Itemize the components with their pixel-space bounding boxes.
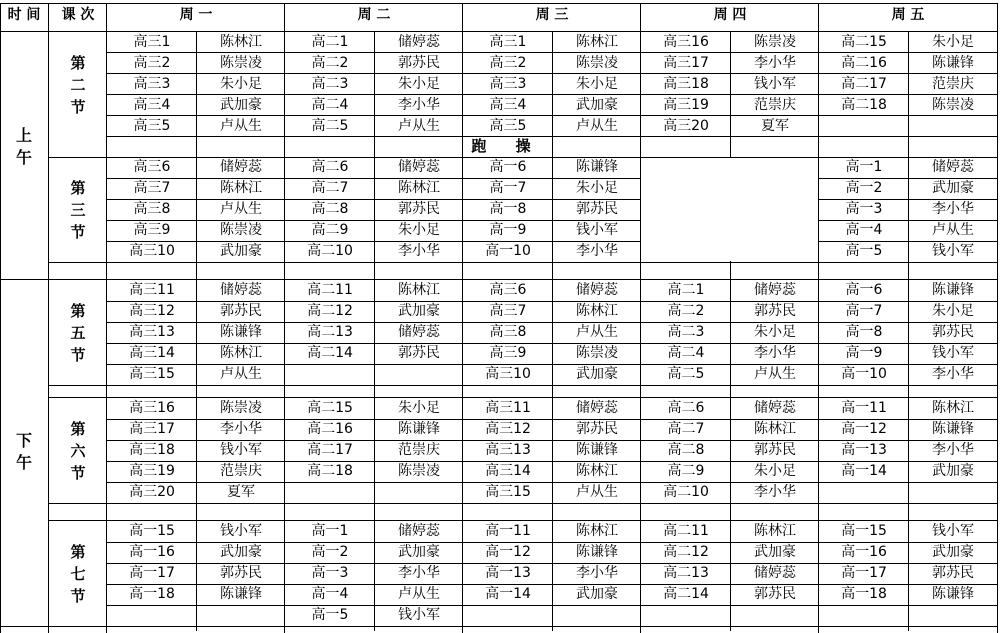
class-cell: 高一7 [489,180,527,196]
class-cell: 高二2 [311,55,349,71]
grid-line-horizontal [106,440,998,441]
class-cell: 高一3 [845,201,883,217]
teacher-cell: 郭苏民 [754,303,796,319]
teacher-cell: 储婷蕊 [754,565,796,581]
teacher-cell: 夏军 [227,484,255,500]
teacher-cell: 卢从生 [220,118,262,134]
teacher-cell: 储婷蕊 [576,400,618,416]
class-cell: 高三19 [129,463,175,479]
teacher-cell: 李小华 [932,366,974,382]
teacher-cell: 武加豪 [398,544,440,560]
teacher-cell: 陈林江 [576,523,618,539]
class-cell: 高三11 [129,282,175,298]
exercise-label: 跑 操 [471,137,543,155]
teacher-cell: 朱小足 [932,34,974,50]
header-day-thu: 周 四 [713,7,747,23]
teacher-cell: 卢从生 [220,366,262,382]
grid-line-horizontal [0,31,998,32]
class-cell: 高三18 [663,76,709,92]
class-cell: 高三11 [485,400,531,416]
grid-line-horizontal [106,178,998,179]
class-cell: 高二3 [311,76,349,92]
class-cell: 高二3 [667,324,705,340]
teacher-cell: 陈谦锋 [576,442,618,458]
teacher-cell: 李小华 [398,97,440,113]
class-cell: 高二12 [663,544,709,560]
teacher-cell: 陈崇凌 [576,345,618,361]
grid-line-horizontal [106,301,998,302]
header-day-mon: 周 一 [179,7,213,23]
class-cell: 高三7 [133,180,171,196]
grid-line-horizontal [106,605,998,606]
teacher-cell: 陈林江 [754,421,796,437]
teacher-cell: 武加豪 [220,544,262,560]
class-cell: 高三1 [133,34,171,50]
class-cell: 高二1 [311,34,349,50]
teacher-cell: 陈谦锋 [932,55,974,71]
teacher-cell: 郭苏民 [754,586,796,602]
teacher-cell: 钱小军 [932,243,974,259]
class-cell: 高二1 [667,282,705,298]
teacher-cell: 郭苏民 [220,565,262,581]
class-cell: 高三2 [489,55,527,71]
teacher-cell: 卢从生 [754,366,796,382]
empty-block [641,158,818,261]
class-cell: 高一11 [841,400,887,416]
class-cell: 高三5 [489,118,527,134]
class-cell: 高二15 [841,34,887,50]
grid-line-horizontal [106,94,998,95]
class-cell: 高二5 [667,366,705,382]
teacher-cell: 钱小军 [754,76,796,92]
teacher-cell: 范崇庆 [220,463,262,479]
class-cell: 高一13 [841,442,887,458]
grid-line-horizontal [48,385,998,386]
period-morning: 上午 [15,126,32,167]
teacher-cell: 武加豪 [220,97,262,113]
class-cell: 高一16 [129,544,175,560]
class-cell: 高一14 [841,463,887,479]
teacher-cell: 陈谦锋 [398,421,440,437]
class-cell: 高一9 [489,222,527,238]
lesson-label: 第 六 节 [70,420,86,482]
class-cell: 高二15 [307,400,353,416]
grid-line-vertical [908,31,909,631]
grid-line-horizontal [106,136,998,137]
class-cell: 高三12 [485,421,531,437]
teacher-cell: 李小华 [932,442,974,458]
teacher-cell: 郭苏民 [220,303,262,319]
class-cell: 高一13 [485,565,531,581]
grid-line-vertical [284,3,285,633]
class-cell: 高一1 [311,523,349,539]
teacher-cell: 范崇庆 [932,76,974,92]
class-cell: 高一14 [485,586,531,602]
teacher-cell: 武加豪 [576,97,618,113]
teacher-cell: 陈崇凌 [220,400,262,416]
teacher-cell: 钱小军 [220,523,262,539]
teacher-cell: 李小华 [398,565,440,581]
teacher-cell: 范崇庆 [754,97,796,113]
teacher-cell: 郭苏民 [754,442,796,458]
teacher-cell: 陈林江 [932,400,974,416]
class-cell: 高二4 [667,345,705,361]
grid-line-horizontal [106,220,998,221]
class-cell: 高一6 [489,159,527,175]
class-cell: 高三4 [133,97,171,113]
grid-line-horizontal [106,115,998,116]
teacher-cell: 郭苏民 [576,201,618,217]
class-cell: 高二12 [307,303,353,319]
teacher-cell: 郭苏民 [932,565,974,581]
class-cell: 高三16 [129,400,175,416]
class-cell: 高一5 [311,607,349,623]
teacher-cell: 武加豪 [576,586,618,602]
class-cell: 高三16 [663,34,709,50]
class-cell: 高三18 [129,442,175,458]
class-cell: 高二10 [663,484,709,500]
grid-line-vertical [997,3,998,633]
teacher-cell: 武加豪 [576,366,618,382]
teacher-cell: 卢从生 [576,324,618,340]
grid-line-vertical [640,3,641,633]
class-cell: 高二5 [311,118,349,134]
class-cell: 高三6 [489,282,527,298]
class-cell: 高二17 [841,76,887,92]
class-cell: 高一7 [845,303,883,319]
class-cell: 高三4 [489,97,527,113]
teacher-cell: 夏军 [761,118,789,134]
teacher-cell: 卢从生 [220,201,262,217]
class-cell: 高一17 [129,565,175,581]
class-cell: 高三19 [663,97,709,113]
teacher-cell: 卢从生 [398,118,440,134]
grid-line-horizontal [0,279,998,280]
class-cell: 高三14 [485,463,531,479]
teacher-cell: 陈谦锋 [220,586,262,602]
teacher-cell: 武加豪 [220,243,262,259]
teacher-cell: 储婷蕊 [220,159,262,175]
class-cell: 高三10 [485,366,531,382]
class-cell: 高二13 [663,565,709,581]
class-cell: 高三9 [489,345,527,361]
teacher-cell: 储婷蕊 [932,159,974,175]
class-cell: 高三17 [663,55,709,71]
teacher-cell: 钱小军 [932,523,974,539]
class-cell: 高三9 [133,222,171,238]
grid-line-horizontal [106,482,998,483]
teacher-cell: 朱小足 [576,180,618,196]
class-cell: 高二11 [663,523,709,539]
teacher-cell: 朱小足 [398,222,440,238]
grid-line-vertical [196,31,197,631]
teacher-cell: 陈谦锋 [576,159,618,175]
class-cell: 高一6 [845,282,883,298]
grid-line-horizontal [106,343,998,344]
teacher-cell: 朱小足 [576,76,618,92]
class-cell: 高三10 [129,243,175,259]
teacher-cell: 陈林江 [398,180,440,196]
grid-line-vertical [106,3,107,633]
class-cell: 高一9 [845,345,883,361]
teacher-cell: 范崇庆 [398,442,440,458]
class-cell: 高二17 [307,442,353,458]
class-cell: 高一18 [129,586,175,602]
teacher-cell: 李小华 [576,565,618,581]
teacher-cell: 朱小足 [932,303,974,319]
class-cell: 高二9 [311,222,349,238]
grid-line-horizontal [0,3,998,4]
teacher-cell: 陈崇凌 [754,34,796,50]
teacher-cell: 陈林江 [220,345,262,361]
teacher-cell: 陈崇凌 [932,97,974,113]
class-cell: 高三3 [133,76,171,92]
teacher-cell: 储婷蕊 [398,523,440,539]
teacher-cell: 武加豪 [932,463,974,479]
teacher-cell: 储婷蕊 [576,282,618,298]
class-cell: 高三8 [489,324,527,340]
teacher-cell: 储婷蕊 [220,282,262,298]
teacher-cell: 陈谦锋 [576,544,618,560]
class-cell: 高二7 [667,421,705,437]
period-afternoon: 下午 [15,431,32,472]
class-cell: 高三2 [133,55,171,71]
class-cell: 高二18 [307,463,353,479]
class-cell: 高二16 [307,421,353,437]
teacher-cell: 储婷蕊 [398,159,440,175]
teacher-cell: 陈谦锋 [932,421,974,437]
grid-line-horizontal [48,157,998,158]
class-cell: 高二14 [663,586,709,602]
teacher-cell: 陈谦锋 [220,324,262,340]
class-cell: 高三7 [489,303,527,319]
teacher-cell: 卢从生 [932,222,974,238]
header-time: 时 间 [7,7,41,23]
class-cell: 高一2 [845,180,883,196]
teacher-cell: 储婷蕊 [398,34,440,50]
class-cell: 高三14 [129,345,175,361]
teacher-cell: 陈崇凌 [220,222,262,238]
class-cell: 高三15 [129,366,175,382]
class-cell: 高三8 [133,201,171,217]
grid-line-horizontal [106,322,998,323]
grid-line-horizontal [106,241,998,242]
teacher-cell: 钱小军 [398,607,440,623]
teacher-cell: 卢从生 [398,586,440,602]
grid-line-horizontal [0,626,998,627]
teacher-cell: 李小华 [754,484,796,500]
grid-line-horizontal [106,461,998,462]
teacher-cell: 武加豪 [932,180,974,196]
teacher-cell: 李小华 [220,421,262,437]
class-cell: 高一16 [841,544,887,560]
teacher-cell: 陈林江 [576,463,618,479]
header-day-fri: 周 五 [891,7,925,23]
teacher-cell: 卢从生 [576,484,618,500]
grid-line-vertical [552,31,553,631]
teacher-cell: 陈林江 [220,180,262,196]
class-cell: 高一15 [841,523,887,539]
grid-line-horizontal [106,419,998,420]
grid-line-vertical [48,3,49,633]
teacher-cell: 储婷蕊 [398,324,440,340]
class-cell: 高一2 [311,544,349,560]
teacher-cell: 陈崇凌 [398,463,440,479]
teacher-cell: 陈林江 [576,34,618,50]
teacher-cell: 陈林江 [576,303,618,319]
class-cell: 高二9 [667,463,705,479]
grid-line-vertical [730,31,731,631]
teacher-cell: 钱小军 [932,345,974,361]
class-cell: 高一3 [311,565,349,581]
class-cell: 高一12 [841,421,887,437]
teacher-cell: 陈崇凌 [220,55,262,71]
teacher-cell: 储婷蕊 [754,400,796,416]
teacher-cell: 储婷蕊 [754,282,796,298]
class-cell: 高二14 [307,345,353,361]
class-cell: 高一10 [485,243,531,259]
class-cell: 高一8 [845,324,883,340]
teacher-cell: 李小华 [576,243,618,259]
class-cell: 高一17 [841,565,887,581]
class-cell: 高二7 [311,180,349,196]
grid-line-vertical [374,31,375,631]
teacher-cell: 陈谦锋 [932,586,974,602]
class-cell: 高一4 [845,222,883,238]
grid-line-horizontal [48,503,998,504]
class-cell: 高一8 [489,201,527,217]
class-cell: 高一18 [841,586,887,602]
class-cell: 高二10 [307,243,353,259]
class-cell: 高三20 [129,484,175,500]
teacher-cell: 朱小足 [398,400,440,416]
grid-line-horizontal [106,52,998,53]
header-lesson: 课 次 [61,7,95,23]
lesson-label: 第 七 节 [70,543,86,605]
teacher-cell: 郭苏民 [398,55,440,71]
lesson-label: 第 二 节 [70,54,86,116]
grid-line-vertical [818,3,819,633]
class-cell: 高二8 [667,442,705,458]
teacher-cell: 郭苏民 [398,201,440,217]
class-cell: 高三1 [489,34,527,50]
teacher-cell: 武加豪 [932,544,974,560]
teacher-cell: 卢从生 [576,118,618,134]
header-day-tue: 周 二 [357,7,391,23]
teacher-cell: 陈谦锋 [932,282,974,298]
class-cell: 高三3 [489,76,527,92]
header-day-wed: 周 三 [535,7,569,23]
grid-line-horizontal [48,397,998,398]
class-cell: 高一5 [845,243,883,259]
grid-line-vertical [0,3,1,633]
teacher-cell: 郭苏民 [576,421,618,437]
teacher-cell: 陈林江 [398,282,440,298]
class-cell: 高三13 [485,442,531,458]
class-cell: 高三15 [485,484,531,500]
grid-line-horizontal [106,563,998,564]
teacher-cell: 陈崇凌 [576,55,618,71]
lesson-label: 第 三 节 [70,179,86,241]
teacher-cell: 郭苏民 [932,324,974,340]
class-cell: 高二11 [307,282,353,298]
teacher-cell: 朱小足 [754,324,796,340]
class-cell: 高二13 [307,324,353,340]
teacher-cell: 李小华 [754,345,796,361]
lesson-label: 第 五 节 [70,302,86,364]
grid-line-horizontal [106,364,998,365]
teacher-cell: 陈林江 [754,523,796,539]
class-cell: 高一10 [841,366,887,382]
class-cell: 高一1 [845,159,883,175]
class-cell: 高一11 [485,523,531,539]
class-cell: 高二18 [841,97,887,113]
grid-line-horizontal [106,542,998,543]
grid-line-vertical [462,3,463,633]
teacher-cell: 陈林江 [220,34,262,50]
class-cell: 高二6 [311,159,349,175]
class-cell: 高三13 [129,324,175,340]
class-cell: 高三17 [129,421,175,437]
teacher-cell: 钱小军 [220,442,262,458]
class-cell: 高一15 [129,523,175,539]
class-cell: 高三5 [133,118,171,134]
teacher-cell: 郭苏民 [398,345,440,361]
teacher-cell: 武加豪 [754,544,796,560]
teacher-cell: 武加豪 [398,303,440,319]
teacher-cell: 朱小足 [754,463,796,479]
class-cell: 高三12 [129,303,175,319]
grid-line-horizontal [106,73,998,74]
teacher-cell: 李小华 [754,55,796,71]
grid-line-horizontal [48,520,998,521]
class-cell: 高二2 [667,303,705,319]
teacher-cell: 朱小足 [220,76,262,92]
teacher-cell: 李小华 [932,201,974,217]
class-cell: 高三6 [133,159,171,175]
class-cell: 高二8 [311,201,349,217]
class-cell: 高三20 [663,118,709,134]
grid-line-horizontal [106,199,998,200]
teacher-cell: 李小华 [398,243,440,259]
class-cell: 高二6 [667,400,705,416]
class-cell: 高一4 [311,586,349,602]
grid-line-horizontal [106,584,998,585]
class-cell: 高二4 [311,97,349,113]
class-cell: 高二16 [841,55,887,71]
teacher-cell: 朱小足 [398,76,440,92]
class-cell: 高一12 [485,544,531,560]
teacher-cell: 钱小军 [576,222,618,238]
grid-line-horizontal [48,262,998,263]
